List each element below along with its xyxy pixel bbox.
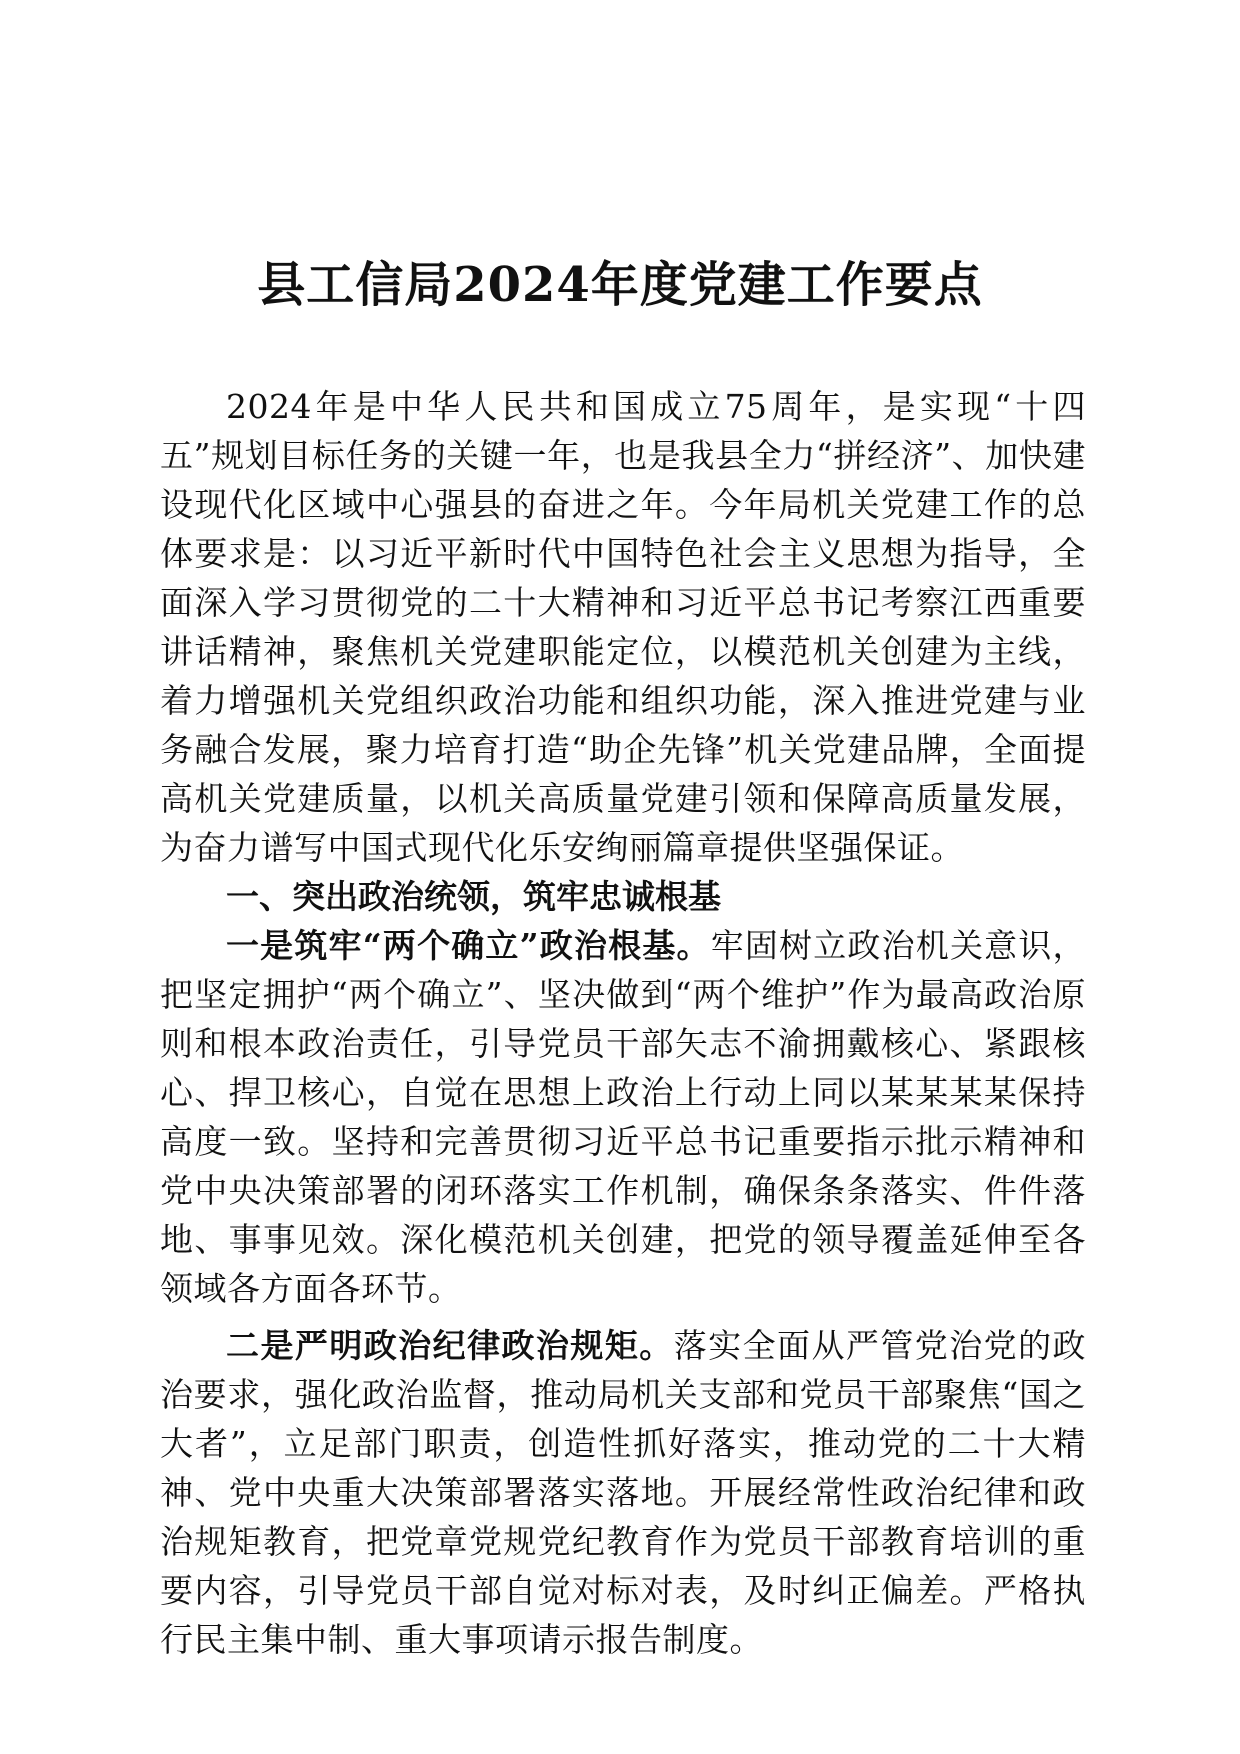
item-lead: 二是严明政治纪律政治规矩。 xyxy=(226,1326,674,1365)
document-title: 县工信局2024年度党建工作要点 xyxy=(257,257,983,313)
item-text: 落实全面从严管党治党的政治要求，强化政治监督，推动局机关支部和党员干部聚焦“国之大者”，立足部门职责，创造性抓好落实，推动党的二十大精神、党中央重大决策部署落实落地。开展经常性政治纪律和政治规矩教育，把党章党规党纪教育作为党员干部教育培训的重要内容，引导党员干部自觉对标对表，及时纠正偏差。严格执行民主集中制、重大事项请示报告制度。 xyxy=(160,1326,1086,1659)
document-body xyxy=(160,382,1086,1664)
intro-paragraph: 2024年是中华人民共和国成立75周年，是实现“十四五”规划目标任务的关键一年，也是我县全力“拼经济”、加快建设现代化区域中心强县的奋进之年。今年局机关党建工作的总体要求是：以习近平新时代中国特色社会主义思想为指导，全面深入学习贯彻党的二十大精神和习近平总书记考察江西重要讲话精神，聚焦机关党建职能定位，以模范机关创建为主线，着力增强机关党组织政治功能和组织功能，深入推进党建与业务融合发展，聚力培育打造“助企先锋”机关党建品牌，全面提高机关党建质量，以机关高质量党建引领和保障高质量发展，为奋力谱写中国式现代化乐安绚丽篇章提供坚强保证。 xyxy=(160,387,1086,867)
item-text: 牢固树立政治机关意识，把坚定拥护“两个确立”、坚决做到“两个维护”作为最高政治原则和根本政治责任，引导党员干部矢志不渝拥戴核心、紧跟核心、捍卫核心，自觉在思想上政治上行动上同以某某某某保持高度一致。坚持和完善贯彻习近平总书记重要指示批示精神和党中央决策部署的闭环落实工作机制，确保条条落实、件件落地、事事见效。深化模范机关创建，把党的领导覆盖延伸至各领域各方面各环节。 xyxy=(160,926,1087,1308)
item-paragraph-2 xyxy=(160,1321,1086,1664)
item-paragraph-1 xyxy=(160,921,1086,1313)
section-heading: 一、突出政治统领，筑牢忠诚根基 xyxy=(226,877,721,916)
item-lead: 一是筑牢“两个确立”政治根基。 xyxy=(226,926,711,965)
